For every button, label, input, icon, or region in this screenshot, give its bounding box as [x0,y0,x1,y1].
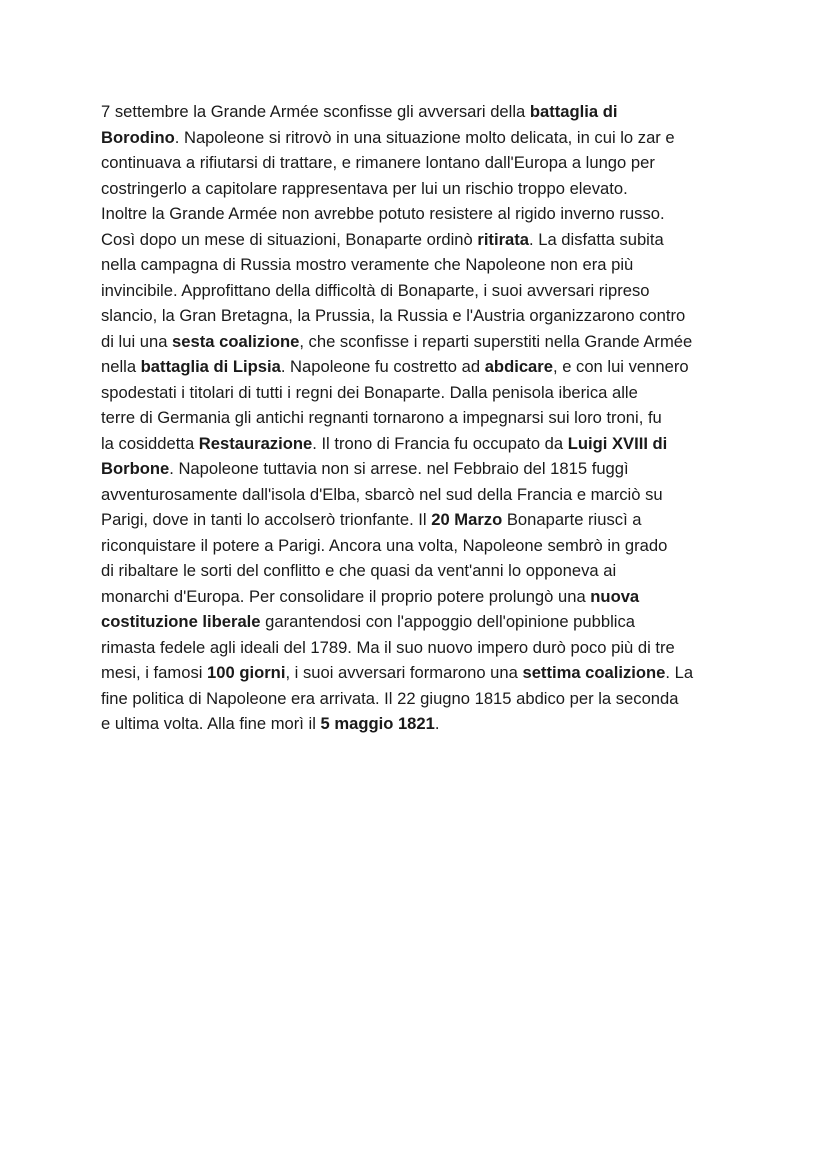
text-line [101,584,741,610]
text-run: . Napoleone tuttavia non si arrese. nel Febbraio del 1815 fuggì [169,459,629,478]
text-line [101,558,741,584]
text-run: mesi, i famosi [101,663,208,682]
text-run: . La [665,663,694,682]
text-run: . Napoleone si ritrovò in una situazione molto delicata, in cui lo zar e [174,127,675,147]
text-line [101,533,741,559]
text-run: invincibile. Approfittano della difficoltà di Bonaparte, i suoi avversari ripreso [101,280,650,300]
text-run: Parigi, dove in tanti lo accolserò trionfante. Il [101,510,432,529]
text-line [101,507,741,533]
text-line [101,201,741,227]
text-line [101,711,741,737]
text-run: , che sconfisse i reparti superstiti nella Grande Armée [299,331,693,351]
text-line [101,150,741,176]
bold-term: Borodino [101,127,175,147]
bold-term: ritirata [477,229,530,249]
text-run: 7 settembre la Grande Armée sconfisse gli avversari della [101,102,530,121]
bold-term: Restaurazione [198,433,313,453]
bold-term: battaglia di Lipsia [140,357,281,376]
text-run: avventurosamente dall'isola d'Elba, sbarcò nel sud della Francia e marciò su [101,484,663,504]
text-run: terre di Germania gli antichi regnanti tornarono a impegnarsi sui loro troni, fu [101,408,662,427]
text-line [101,278,741,304]
text-run: riconquistare il potere a Parigi. Ancora una volta, Napoleone sembrò in grado [101,535,668,555]
bold-term: settima coalizione [522,663,666,682]
text-run: costringerlo a capitolare rappresentava per lui un rischio troppo elevato. [101,178,628,198]
text-line [101,686,741,712]
bold-term: nuova [590,586,640,606]
text-run: Bonaparte riuscì a [502,510,642,529]
text-line [101,635,741,661]
text-run: continuava a rifiutarsi di trattare, e rimanere lontano dall'Europa a lungo per [101,153,655,172]
text-line [101,329,741,355]
body-paragraph [101,99,741,737]
bold-term: Borbone [101,459,170,478]
text-line [101,482,741,508]
bold-term: costituzione liberale [101,612,261,631]
text-run: di lui una [101,331,173,351]
bold-term: battaglia di [529,102,618,121]
text-run: monarchi d'Europa. Per consolidare il proprio potere prolungò una [101,586,591,606]
text-run: di ribaltare le sorti del conflitto e che quasi da vent'anni lo opponeva ai [101,561,617,580]
text-line [101,405,741,431]
text-line [101,456,741,482]
bold-term: abdicare [484,357,553,376]
text-line [101,660,741,686]
text-line [101,303,741,329]
text-run: nella [101,357,141,376]
bold-term: 100 giorni [207,663,286,682]
text-run: garantendosi con l'appoggio dell'opinione pubblica [260,612,635,631]
text-run: e ultima volta. Alla fine morì il [101,714,321,733]
text-run: . [434,714,440,733]
text-line [101,609,741,635]
text-line [101,431,741,457]
text-run: . Il trono di Francia fu occupato da [312,433,568,453]
text-run: slancio, la Gran Bretagna, la Prussia, la Russia e l'Austria organizzarono contro [101,306,686,325]
bold-term: Luigi XVIII di [567,433,668,453]
text-line [101,354,741,380]
bold-term: sesta coalizione [172,331,300,351]
text-run: rimasta fedele agli ideali del 1789. Ma il suo nuovo impero durò poco più di tre [101,637,675,657]
text-run: nella campagna di Russia mostro veramente che Napoleone non era più [101,255,634,274]
text-run: . La disfatta subita [529,229,664,249]
text-line [101,227,741,253]
text-run: spodestati i titolari di tutti i regni dei Bonaparte. Dalla penisola iberica alle [101,382,638,402]
text-run: la cosiddetta [101,433,199,453]
bold-term: 20 Marzo [431,510,503,529]
text-run: . Napoleone fu costretto ad [280,357,485,376]
text-run: , i suoi avversari formarono una [285,663,523,682]
text-run: fine politica di Napoleone era arrivata. Il 22 giugno 1815 abdico per la seconda [101,688,679,708]
bold-term: 5 maggio 1821 [320,714,435,733]
text-run: , e con lui vennero [552,357,689,376]
text-line [101,252,741,278]
text-run: Così dopo un mese di situazioni, Bonaparte ordinò [101,229,478,249]
text-line [101,99,741,125]
text-line [101,380,741,406]
text-line [101,176,741,202]
text-line [101,125,741,151]
text-run: Inoltre la Grande Armée non avrebbe potuto resistere al rigido inverno russo. [101,204,665,223]
